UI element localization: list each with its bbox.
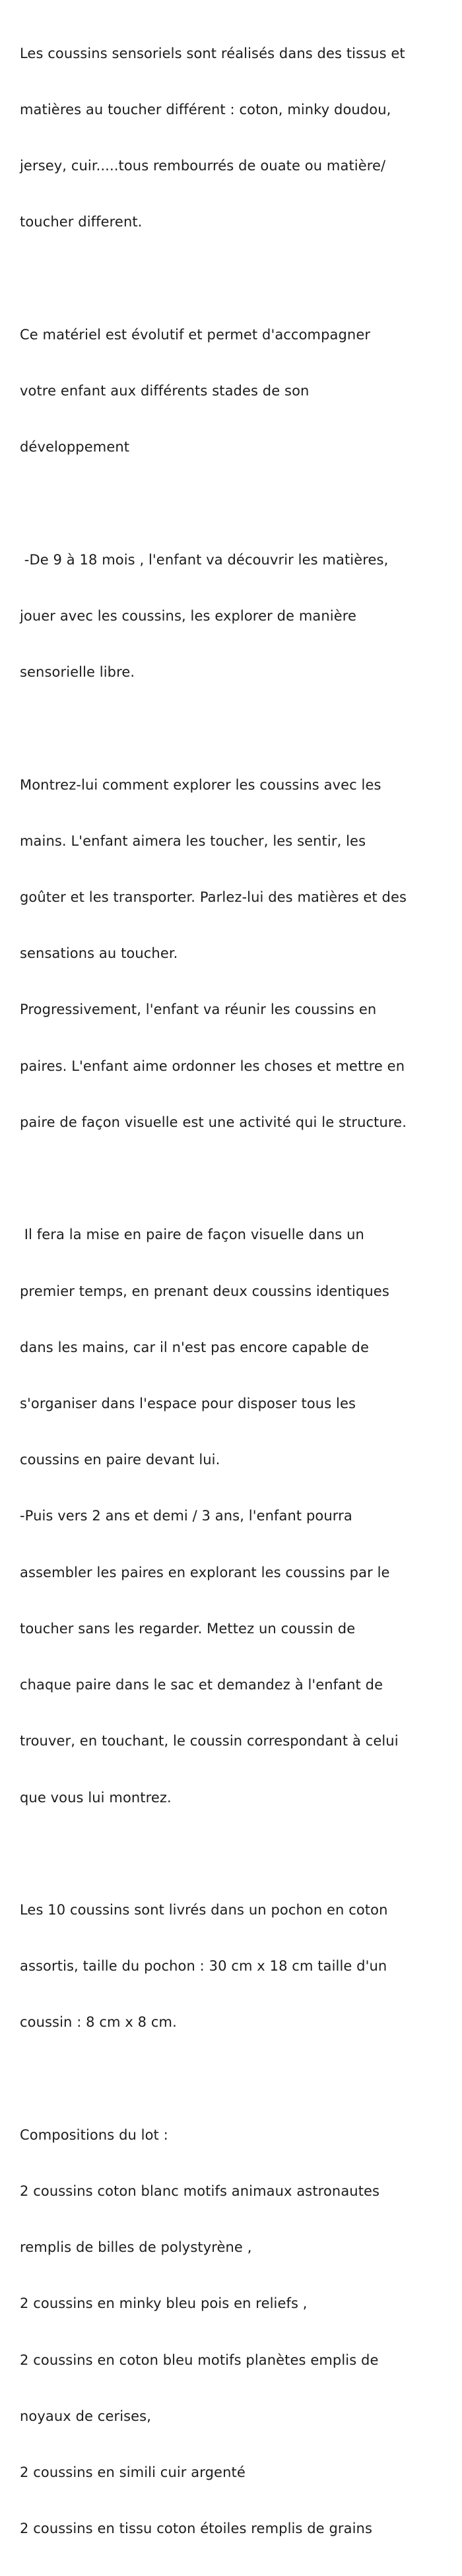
text-line: s'organiser dans l'espace pour disposer tous les <box>20 1396 356 1411</box>
paragraph-evolutive <box>20 288 455 494</box>
paragraph-explore <box>20 738 455 1169</box>
paragraph-spacer <box>20 2070 455 2088</box>
paragraph-spacer <box>20 719 455 737</box>
text-line: Compositions du lot : <box>20 2126 168 2143</box>
text-line: sensations au toucher. <box>20 945 178 962</box>
text-line: 2 coussins en minky bleu pois en reliefs , <box>20 2295 308 2312</box>
text-line: remplis de billes de polystyrène , <box>20 2239 252 2256</box>
text-line: jersey, cuir.....tous rembourrés de ouate ou matière/ <box>20 158 386 174</box>
text-line: Les coussins sensoriels sont réalisés dans des tissus et <box>20 45 405 61</box>
paragraph-spacer <box>20 1845 455 1863</box>
text-line: toucher different. <box>20 214 143 230</box>
text-line: 2 coussins en tissu coton étoiles remplis de grains <box>20 2521 372 2537</box>
text-line: coussin : 8 cm x 8 cm. <box>20 2014 177 2031</box>
text-line: matières au toucher différent : coton, minky doudou, <box>20 102 391 118</box>
text-line: assembler les paires en explorant les coussins par le <box>20 1564 390 1580</box>
paragraph-spacer <box>20 1169 455 1188</box>
paragraph-sizes <box>20 1863 455 2069</box>
text-line: que vous lui montrez. <box>20 1789 172 1806</box>
text-line: trouver, en touchant, le coussin correspondant à celui <box>20 1733 399 1749</box>
text-line: chaque paire dans le sac et demandez à l'enfant de <box>20 1677 383 1693</box>
text-line: paire de façon visuelle est une activité qui le structure. <box>20 1114 407 1130</box>
text-line: mains. L'enfant aimera les toucher, les sentir, les <box>20 832 366 849</box>
text-line: Montrez-lui comment explorer les coussins avec les <box>20 776 381 793</box>
text-line: -Puis vers 2 ans et demi / 3 ans, l'enfant pourra <box>20 1508 352 1524</box>
text-line: 2 coussins coton blanc motifs animaux astronautes <box>20 2183 380 2200</box>
paragraph-age-9-18 <box>20 513 455 719</box>
text-line: toucher sans les regarder. Mettez un coussin de <box>20 1620 356 1637</box>
text-line: -De 9 à 18 mois , l'enfant va découvrir les matières, <box>20 551 389 568</box>
text-line: 2 coussins en simili cuir argenté <box>20 2464 246 2481</box>
text-line: Progressivement, l'enfant va réunir les coussins en <box>20 1001 377 1018</box>
text-line: Les 10 coussins sont livrés dans un pochon en coton <box>20 1901 388 1918</box>
paragraph-intro <box>20 7 455 269</box>
text-line: 2 coussins en coton bleu motifs planètes emplis de <box>20 2352 379 2368</box>
paragraph-pairing <box>20 1188 455 1845</box>
paragraph-spacer <box>20 269 455 288</box>
document-body <box>20 7 455 2576</box>
text-line: premier temps, en prenant deux coussins identiques <box>20 1283 389 1299</box>
text-line: coussins en paire devant lui. <box>20 1452 220 1468</box>
text-line: votre enfant aux différents stades de son <box>20 383 310 399</box>
text-line: goûter et les transporter. Parlez-lui des matières et des <box>20 889 407 906</box>
text-line: développement <box>20 439 130 456</box>
paragraph-composition <box>20 2088 455 2576</box>
text-line: noyaux de cerises, <box>20 2408 152 2424</box>
text-line: jouer avec les coussins, les explorer de manière <box>20 607 357 624</box>
text-line: Il fera la mise en paire de façon visuelle dans un <box>20 1227 364 1243</box>
text-line: dans les mains, car il n'est pas encore capable de <box>20 1339 370 1355</box>
text-line: sensorielle libre. <box>20 664 135 681</box>
text-line: paires. L'enfant aime ordonner les choses et mettre en <box>20 1058 405 1074</box>
paragraph-spacer <box>20 494 455 513</box>
text-line: assortis, taille du pochon : 30 cm x 18 cm taille d'un <box>20 1958 387 1975</box>
text-line: Ce matériel est évolutif et permet d'accompagner <box>20 326 371 343</box>
